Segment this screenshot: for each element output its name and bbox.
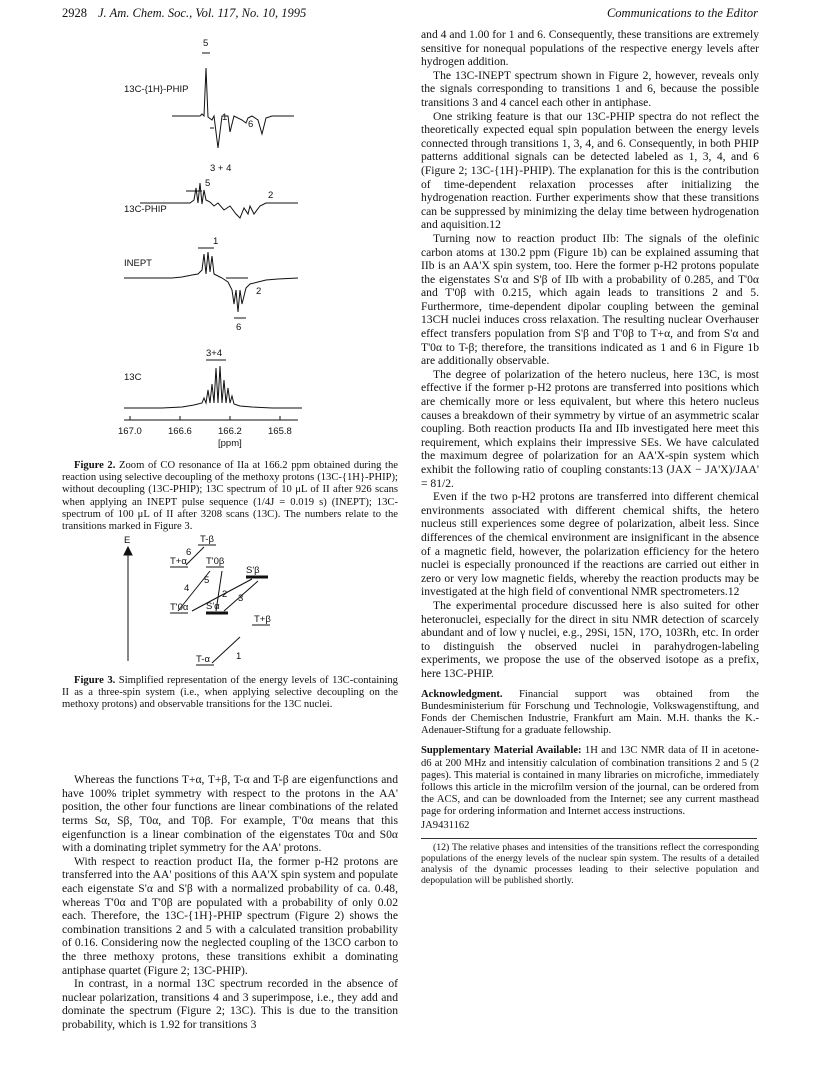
right-paragraph-6: Even if the two p-H2 protons are transferred into different chemical environments associated with different chemical shifts, the hetero nucleus still experiences some degree of polarization, albeit less. Since differences of the chemical environment are insignificant in the absence of a magnetic field, however, the polarization efficiency for the hetero nuclei is especially pronounced if the reactions are carried out either in zero or very low magnetic fields, whereby the reaction products may be investigated at the high field of conventional NMR spectrometers.12 <box>421 490 759 599</box>
right-paragraph-2: The 13C-INEPT spectrum shown in Figure 2, however, reveals only the signals corresponding to transitions 1 and 6, because the possible transitions 3 and 4 cancel each other in antiphase. <box>421 68 759 109</box>
x-tick-label-2: 166.6 <box>168 426 192 437</box>
level-label-t-plus-alpha: T+α <box>170 556 187 568</box>
figure-3-energy-diagram <box>62 533 398 773</box>
right-paragraph-7: The experimental procedure discussed here is also suited for other heteronuclei, especially for the direct in situ NMR detection of scarcely abundant and of low γ nuclei, e.g., 29Si, 15N, 17O, 103Rh, etc. In order to distinguish the observed nuclei in parahydrogen-labeling experiments, we propose the use of the observed isotope as a prefix, here 13C-PHIP. <box>421 598 759 680</box>
level-label-t-plus-beta: T+β <box>254 614 271 626</box>
acknowledgment-text: Financial support was obtained from the Bundesministerium für Forschung und Technologie, Volkswagenstiftung, and Fonds der Chemischen Industrie, Frankfurt am Main. M.H. thanks the K.-Adenauer-Stiftung for a graduate fellowship. <box>421 688 759 737</box>
peak-label-6b: 6 <box>236 322 242 333</box>
acknowledgment <box>421 689 759 738</box>
level-label-s-beta: S'β <box>246 565 260 577</box>
figure-2-label: Figure 2. <box>74 460 116 471</box>
peak-label-5: 5 <box>203 38 209 49</box>
acknowledgment-label: Acknowledgment. <box>421 688 503 700</box>
left-paragraph-1: Whereas the functions T+α, T+β, T-α and T-β are eigenfunctions and have 100% triplet symmetry with respect to the protons in the AA' position, the other four functions are linear combinations of the related terms Sα, Sβ, T0α, and T0β. For example, T'0α means that this eigenfunction is a linear combination of the eigenstates T0α and S0α with a dominating triplet symmetry for the AA' protons. <box>62 773 398 855</box>
transition-label-5: 5 <box>204 575 210 587</box>
energy-axis-arrowhead <box>124 547 132 555</box>
peak-label-1: 1 <box>222 112 228 123</box>
energy-axis-label: E <box>124 535 131 547</box>
footnote-12: (12) The relative phases and intensities of the transitions reflect the corresponding populations of the energy levels of the nuclear spin system. The results of a detailed analysis of the dynamic processes leading to their selective population and depopulation will be published shortly. <box>421 842 759 887</box>
right-column <box>421 28 759 886</box>
figure-3-caption-text: Simplified representation of the energy levels of 13C-containing II as a three-spin system (i.e., when applying selective decoupling on the methoxy protons) and observable transitions for the 13C nuclei. <box>62 675 398 711</box>
figure-3-caption <box>62 675 398 712</box>
supplementary-material <box>421 745 759 818</box>
peak-label-3-4b: 3+4 <box>206 348 223 359</box>
trace-label-4: 13C <box>124 372 142 383</box>
transition-label-4: 4 <box>184 583 190 595</box>
trace-4-spectrum <box>124 366 302 408</box>
section-title: Communications to the Editor <box>606 6 758 20</box>
trace-1-spectrum <box>172 68 294 148</box>
peak-label-2b: 2 <box>256 286 262 297</box>
running-header <box>62 6 758 24</box>
trace-label-3: INEPT <box>124 258 152 269</box>
peak-label-5b: 5 <box>205 178 211 189</box>
transition-label-6: 6 <box>186 547 192 559</box>
x-tick-label-3: 166.2 <box>218 426 242 437</box>
journal-citation: J. Am. Chem. Soc., Vol. 117, No. 10, 1995 <box>98 6 307 20</box>
peak-label-6: 6 <box>248 119 254 130</box>
peak-label-1b: 1 <box>213 236 219 247</box>
transition-label-2: 2 <box>222 589 228 601</box>
figure-2-caption-text: Zoom of CO resonance of IIa at 166.2 ppm obtained during the reaction using selective decoupling of the methoxy protons (13C-{1H}-PHIP); without decoupling (13C-PHIP); 13C spectrum of 10 μL of II after 926 scans when applying an INEPT pulse sequence (1/4J = 0.019 s) (INEPT); 13C-spectrum of 100 μL of II after 3208 scans (13C). The numbers relate to the transitions marked in Figure 3. <box>62 460 398 533</box>
manuscript-code: JA9431162 <box>421 819 470 831</box>
transition-label-3: 3 <box>238 593 244 605</box>
level-label-t-minus-beta: T-β <box>200 534 214 546</box>
transition-label-1: 1 <box>236 651 242 663</box>
level-label-s-alpha: S'α <box>206 601 220 613</box>
level-label-t-minus-alpha: T-α <box>196 654 210 666</box>
right-paragraph-4: Turning now to reaction product IIb: The signals of the olefinic carbon atoms at 130.2 ppm (Figure 1b) can be explained assuming that IIb is an AA'X spin system, too. Here the former p-H2 protons populate the eigenstates S'α and S'β of IIb with a probability of 0.285, and T'0α and T'0β with 0.215, which again leads to transitions 2 and 5. Furthermore, time-dependent dipolar coupling between the geminal 13CH nuclei induces cross relaxation. The resulting nuclear Overhauser effect transfers population from S'β and T'0β to T+α, and from S'α and T'0α to T-β; therefore, the transitions indicated as 1 and 6 in Figure 1b are additionally observable. <box>421 231 759 368</box>
figure-2-caption <box>62 460 398 533</box>
right-paragraph-3: One striking feature is that our 13C-PHIP spectra do not reflect the theoretically expected equal spin population between the energy levels connected through transitions 1, 3, 4, and 6. Consequently, in both PHIP patterns additional signals can be detected labeled as 1, 3, 4, and 6 (Figure 2; 13C-{1H}-PHIP). The explanation for this is the contribution of time-dependent relaxation processes after initializing the hydrogenation reaction. Further experiments show that these transitions can be suppressed by minimizing the delay time between hydrogenation and aquisition.12 <box>421 109 759 232</box>
left-paragraph-3: In contrast, in a normal 13C spectrum recorded in the absence of nuclear polarization, transitions 4 and 3 superimpose, i.e., they add and dominate the spectrum (Figure 2; 13C). This is due to the transition probability, which is 1.92 for transitions 3 <box>62 977 398 1031</box>
x-tick-label-4: 165.8 <box>268 426 292 437</box>
figure-2 <box>62 28 398 460</box>
figure-3-label: Figure 3. <box>74 675 116 687</box>
figure-3 <box>62 533 398 773</box>
footnote-rule <box>421 838 757 839</box>
figure-2-spectra <box>62 28 398 460</box>
supplementary-label: Supplementary Material Available: <box>421 745 582 757</box>
level-label-t0-beta: T'0β <box>206 556 225 568</box>
peak-label-2: 2 <box>268 190 274 201</box>
trace-label-2: 13C-PHIP <box>124 204 167 215</box>
left-column <box>62 28 398 1032</box>
x-axis-unit: [ppm] <box>218 438 242 449</box>
left-paragraph-2: With respect to reaction product IIa, the former p-H2 protons are transferred into the AA' positions of this AA'X spin system and populate each eigenstate S'α and S'β with a normalized probability of ca. 0.48, whereas T'0α and T'0β are populated with a probability of only 0.02 each. Therefore, the 13C-{1H}-PHIP spectrum (Figure 2) shows the combination transitions 2 and 5 with a calculated transition probability of 0.16. Considering now the neglected coupling of the 13CO carbon to the three methoxy protons, these transitions exhibit a dominating antiphase quartet (Figure 2; 13C-PHIP). <box>62 854 398 977</box>
x-tick-label-1: 167.0 <box>118 426 142 437</box>
page-number: 2928 <box>62 6 87 20</box>
right-paragraph-5: The degree of polarization of the hetero nucleus, here 13C, is most effective if the former p-H2 protons are transferred into positions which are chemically more or less equivalent, but where this hetero nucleus causes a breakdown of their symmetry by virtue of an asymmetric scalar coupling. Both reaction products IIa and IIb investigated here meet this requirement, which explains their impressive SEs. We have calculated the maximum degree of polarization for an AA'X-spin system which exhibit the following ratio of coupling constants:13 (JAX − JA'X)/JAA' = 81/2. <box>421 367 759 490</box>
peak-label-3-4: 3 + 4 <box>210 163 232 174</box>
right-paragraph-1: and 4 and 1.00 for 1 and 6. Consequently, these transitions are extremely sensitive for nonequal populations of the respective energy levels after hydrogen addition. <box>421 28 759 69</box>
trace-label-1: 13C-{1H}-PHIP <box>124 84 189 95</box>
level-label-t0-alpha: T'0α <box>170 602 189 614</box>
supplementary-text: 1H and 13C NMR data of II in acetone-d6 at 200 MHz and intensitiy calculation of combination transitions 2 and 5 (2 pages). This material is contained in many libraries on microfiche, immediately follows this article in the microfilm version of the journal, can be ordered from the ACS, and can be downloaded from the Internet; see any current masthead page for ordering information and Internet access instructions. <box>421 745 759 818</box>
